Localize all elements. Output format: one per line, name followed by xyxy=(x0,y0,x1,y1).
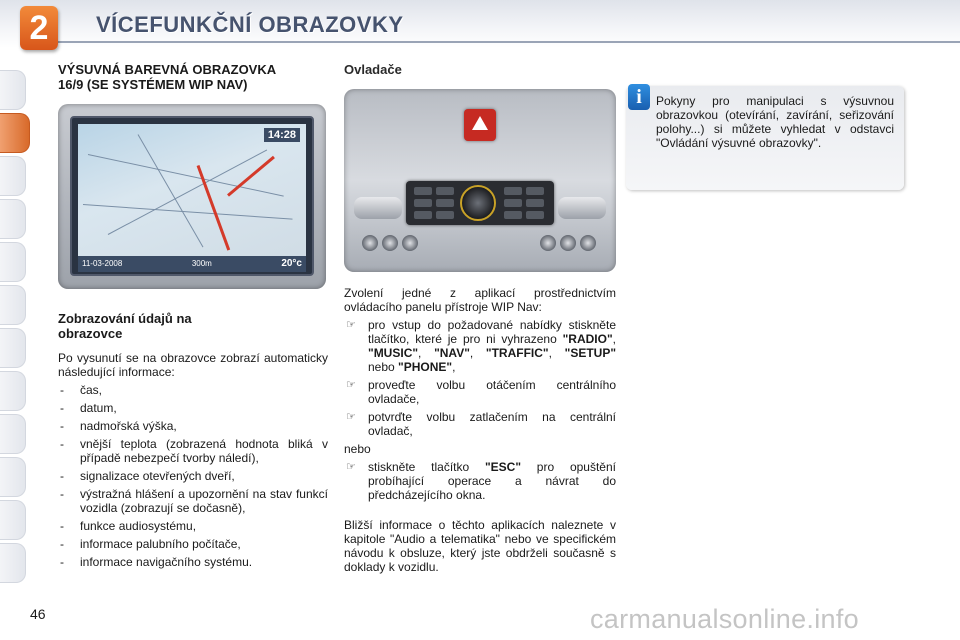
chapter-tab xyxy=(0,242,26,282)
screen-altitude: 300m xyxy=(191,259,212,268)
step-item xyxy=(344,460,616,502)
screen-status-bar xyxy=(78,256,306,272)
step-text: stiskněte tlačítko xyxy=(368,460,485,474)
pointing-hand-icon: ☞ xyxy=(346,461,356,473)
chapter-tab xyxy=(0,500,26,540)
climate-dial xyxy=(382,235,398,251)
radio-button xyxy=(526,211,544,219)
screen-time: 14:28 xyxy=(264,128,300,142)
list-item: - výstražná hlášení a upozornění na stav funkcí vozidla (zobrazují se dočasně), xyxy=(58,487,328,515)
radio-button xyxy=(414,187,432,195)
hazard-warning-icon xyxy=(464,109,496,141)
info-icon: i xyxy=(628,84,650,110)
controls-section xyxy=(344,62,616,574)
or-text: nebo xyxy=(344,442,371,456)
header-band xyxy=(0,0,960,48)
info-box xyxy=(626,86,904,190)
list-item: - datum, xyxy=(58,401,328,415)
screen-date: 11-03-2008 xyxy=(82,259,123,268)
air-vent xyxy=(354,197,402,219)
keyword-traffic: "TRAFFIC" xyxy=(485,346,549,360)
pointing-hand-icon: ☞ xyxy=(346,319,356,331)
climate-dial xyxy=(540,235,556,251)
section-title-line2: 16/9 (SE SYSTÉMEM WIP NAV) xyxy=(58,77,248,92)
radio-button xyxy=(504,211,522,219)
info-list xyxy=(58,383,328,569)
screen-temperature: 20°c xyxy=(281,258,302,269)
map-route xyxy=(227,156,275,197)
subsection-title-line1: Zobrazování údajů na xyxy=(58,311,192,326)
pointing-hand-icon: ☞ xyxy=(346,411,356,423)
climate-dial xyxy=(560,235,576,251)
list-item: - čas, xyxy=(58,383,328,397)
step-item xyxy=(344,410,616,438)
separator-or: nebo xyxy=(368,360,399,374)
radio-button xyxy=(436,199,454,207)
radio-button xyxy=(414,211,432,219)
keyword-phone: "PHONE" xyxy=(398,360,453,374)
climate-dial xyxy=(362,235,378,251)
subsection-title-line2: obrazovce xyxy=(58,326,123,341)
climate-dial xyxy=(580,235,596,251)
chapter-badge: 2 xyxy=(20,6,58,50)
radio-button xyxy=(526,199,544,207)
intro-paragraph: Po vysunutí se na obrazovce zobrazí automaticky následující informace: xyxy=(58,351,328,379)
separator: , xyxy=(548,346,565,360)
step-item xyxy=(344,318,616,374)
info-text: Pokyny pro manipulaci s výsuvnou obrazovkou (otevírání, zavírání, seřizování polohy...) si můžete vyhledat v odstavci "Ovládání výsuvné obrazovky". xyxy=(656,94,894,150)
step-text: pro opuštění probíhající operace a návrat do předcházejícího okna. xyxy=(368,460,616,502)
header-rule xyxy=(30,41,960,43)
navigation-map xyxy=(78,124,306,272)
list-item: - signalizace otevřených dveří, xyxy=(58,469,328,483)
chapter-tab xyxy=(0,199,26,239)
chapter-tab-active xyxy=(0,113,30,153)
info-section xyxy=(626,86,906,190)
chapter-tabs xyxy=(0,70,28,586)
list-item: - informace palubního počítače, xyxy=(58,537,328,551)
control-panel-photo xyxy=(344,89,616,272)
radio-button xyxy=(526,187,544,195)
radio-button xyxy=(436,211,454,219)
more-info-paragraph: Bližší informace o těchto aplikacích naleznete v kapitole "Audio a telematika" nebo ve specifickém návodu k obsluze, který jste obdrželi současně s doklady k vozidlu. xyxy=(344,518,616,574)
chapter-tab xyxy=(0,457,26,497)
radio-button xyxy=(504,187,522,195)
controls-intro: Zvolení jedné z aplikací prostřednictvím ovládacího panelu přístroje WIP Nav: xyxy=(344,286,616,314)
keyword-setup: "SETUP" xyxy=(564,346,617,360)
separator: , xyxy=(612,332,616,346)
screen-display xyxy=(70,116,314,276)
controls-steps-alt xyxy=(344,460,616,502)
list-item: - informace navigačního systému. xyxy=(58,555,328,569)
pointing-hand-icon: ☞ xyxy=(346,379,356,391)
section-title-line1: VÝSUVNÁ BAREVNÁ OBRAZOVKA xyxy=(58,62,277,77)
central-knob xyxy=(460,185,496,221)
radio-button xyxy=(504,199,522,207)
step-text: pro vstup do požadované nabídky stiskněte tlačítko, které je pro ni vyhrazeno xyxy=(368,318,616,346)
list-item: - nadmořská výška, xyxy=(58,419,328,433)
page-title: VÍCEFUNKČNÍ OBRAZOVKY xyxy=(96,12,404,37)
section-title xyxy=(58,62,328,92)
map-road xyxy=(83,204,293,220)
chapter-tab xyxy=(0,156,26,196)
radio-button xyxy=(436,187,454,195)
climate-dial xyxy=(402,235,418,251)
air-vent xyxy=(558,197,606,219)
controls-steps xyxy=(344,318,616,438)
map-road xyxy=(138,134,204,247)
page-number: 46 xyxy=(30,606,46,622)
separator: , xyxy=(452,360,456,374)
chapter-tab xyxy=(0,543,26,583)
subsection-title xyxy=(58,311,328,341)
separator: , xyxy=(418,346,435,360)
chapter-tab xyxy=(0,285,26,325)
list-item: - funkce audiosystému, xyxy=(58,519,328,533)
screen-section xyxy=(58,62,328,569)
chapter-tab xyxy=(0,414,26,454)
radio-control-unit xyxy=(406,181,554,225)
keyword-nav: "NAV" xyxy=(434,346,470,360)
keyword-music: "MUSIC" xyxy=(368,346,419,360)
radio-button xyxy=(414,199,432,207)
watermark: carmanualsonline.info xyxy=(590,604,859,634)
step-item xyxy=(344,378,616,406)
chapter-tab xyxy=(0,328,26,368)
display-screen-photo xyxy=(58,104,326,289)
chapter-tab xyxy=(0,371,26,411)
controls-title: Ovladače xyxy=(344,62,402,77)
keyword-radio: "RADIO" xyxy=(562,332,613,346)
separator: , xyxy=(469,346,486,360)
step-text: potvrďte volbu zatlačením na centrální ovladač, xyxy=(368,410,616,438)
chapter-tab xyxy=(0,70,26,110)
list-item: - vnější teplota (zobrazená hodnota bliká v případě nebezpečí tvorby náledí), xyxy=(58,437,328,465)
step-text: proveďte volbu otáčením centrálního ovladače, xyxy=(368,378,616,406)
keyword-esc: "ESC" xyxy=(484,460,522,474)
